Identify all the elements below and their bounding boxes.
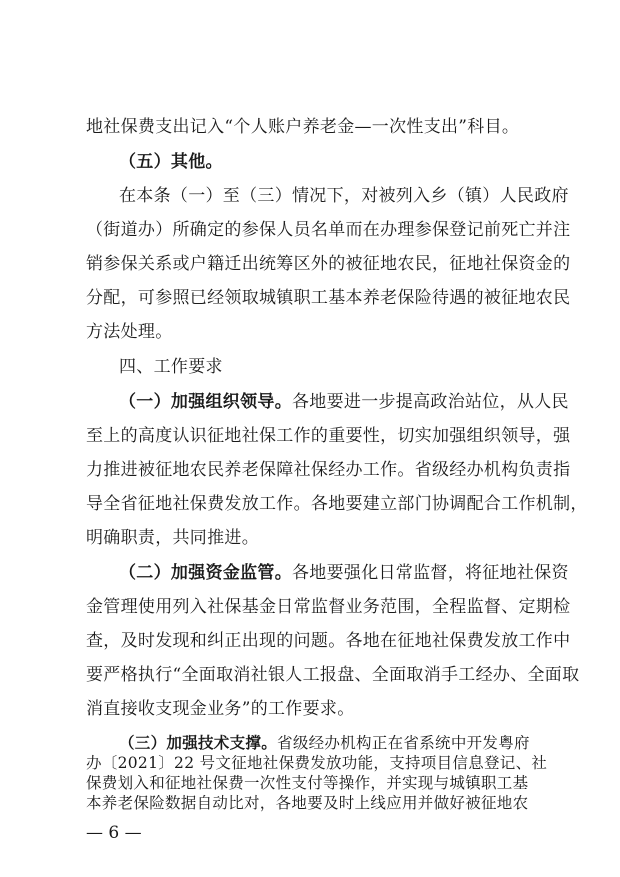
paragraph-line-21 (86, 772, 536, 794)
line-text: 方法处理。 (86, 322, 173, 342)
paragraph-line-3 (119, 185, 569, 207)
line-text: 金管理使用列入社保基金日常监督业务范围，全程监督、定期检 (86, 597, 571, 617)
paragraph-line-22 (86, 792, 536, 814)
paragraph-line-7 (86, 321, 536, 343)
line-text: 力推进被征地农民养老保障社保经办工作。省级经办机构负责指 (86, 460, 571, 480)
line-text: （街道办）所确定的参保人员名单而在办理参保登记前死亡并注 (86, 220, 571, 240)
paragraph-line-15 (86, 596, 571, 618)
line-text: 办〔2021〕22 号文征地社保费发放功能，支持项目信息登记、社 (86, 754, 548, 772)
line-text: 各地要进一步提高政治站位，从人民 (292, 392, 569, 412)
line-text: 查，及时发现和纠正出现的问题。各地在征地社保费发放工作中 (86, 631, 571, 651)
subheading-other (119, 151, 536, 173)
section-heading-text: 四、工作要求 (119, 357, 223, 377)
line-text: 省级经办机构正在省系统中开发粤府 (277, 734, 530, 752)
line-text: 销参保关系或户籍迁出统筹区外的被征地农民，征地社保资金的 (86, 254, 571, 274)
line-text: 明确职责，共同推进。 (86, 528, 259, 548)
paragraph-line-12 (86, 493, 588, 515)
subheading-lead: （一）加强组织领导。 (119, 392, 292, 412)
line-text: 本养老保险数据自动比对，各地要及时上线应用并做好被征地农 (86, 794, 529, 812)
page-number: — 6 — (86, 823, 142, 843)
paragraph-line-9 (119, 391, 569, 413)
paragraph-line-1 (86, 116, 536, 138)
paragraph-line-16 (86, 630, 571, 652)
paragraph-line-5 (86, 253, 571, 275)
line-text: 保费划入和征地社保费一次性支付等操作，并实现与城镇职工基 (86, 774, 529, 792)
line-text: 导全省征地社保费发放工作。各地要建立部门协调配合工作机制， (86, 494, 588, 514)
section-heading-work-requirements (119, 356, 536, 378)
line-text: 分配，可参照已经领取城镇职工基本养老保险待遇的被征地农民 (86, 288, 571, 308)
subheading-lead: （五）其他。 (119, 152, 223, 172)
paragraph-line-11 (86, 459, 571, 481)
paragraph-line-20 (86, 752, 548, 774)
subheading-lead: （二）加强资金监管。 (119, 563, 292, 583)
paragraph-line-6 (86, 287, 571, 309)
line-text: 在本条（一）至（三）情况下，对被列入乡（镇）人民政府 (119, 186, 569, 206)
paragraph-line-10 (86, 425, 571, 447)
line-text: 要严格执行“全面取消社银人工报盘、全面取消手工经办、全面取 (86, 665, 580, 685)
paragraph-line-18 (86, 698, 536, 720)
paragraph-line-4 (86, 219, 571, 241)
paragraph-line-14 (119, 562, 569, 584)
subheading-lead: （三）加强技术支撑。 (119, 734, 278, 752)
line-text: 至上的高度认识征地社保工作的重要性，切实加强组织领导，强 (86, 426, 571, 446)
line-text: 各地要强化日常监督，将征地社保资 (292, 563, 569, 583)
paragraph-line-19 (119, 732, 536, 754)
paragraph-line-13 (86, 527, 536, 549)
line-text: 地社保费支出记入“个人账户养老金—一次性支出”科目。 (86, 117, 520, 137)
paragraph-line-17 (86, 664, 580, 686)
line-text: 消直接收支现金业务”的工作要求。 (86, 699, 355, 719)
